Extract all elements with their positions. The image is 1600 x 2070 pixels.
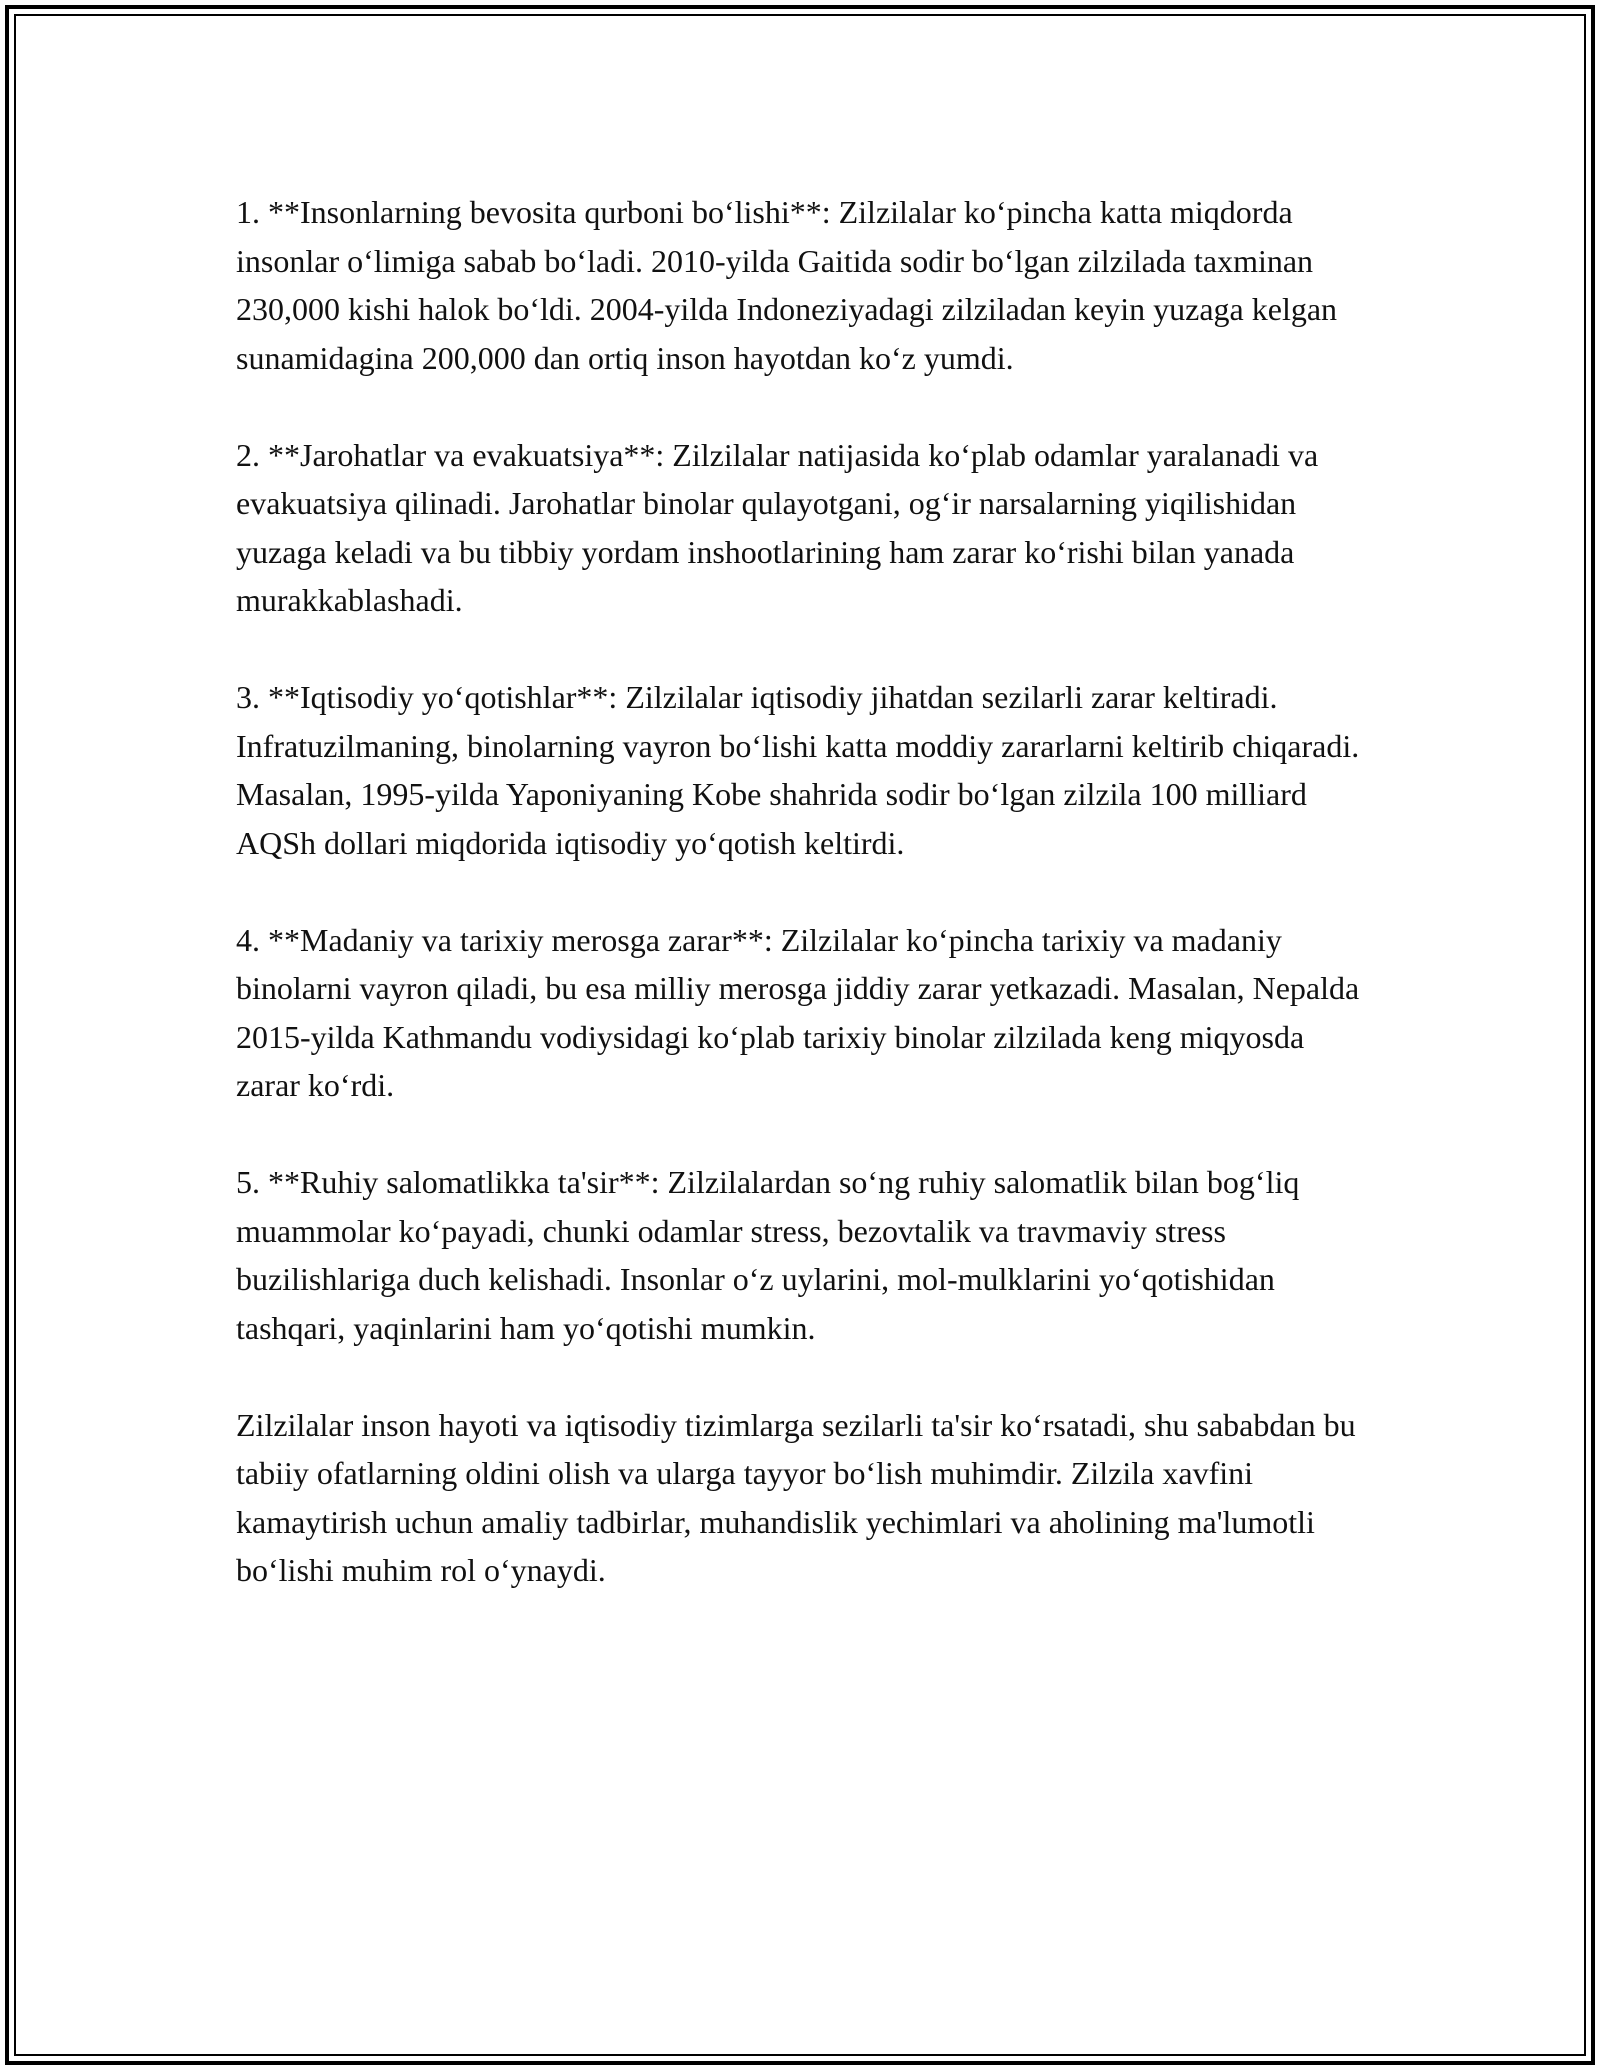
paragraph-injuries-evacuation: 2. **Jarohatlar va evakuatsiya**: Zilzilalar natijasida ko‘plab odamlar yaralanadi va evakuatsiya qilinadi. Jarohatlar binolar qulayotgani, og‘ir narsalarning yiqilishidan yuzaga keladi va bu tibbiy yordam inshootlarining ham zarar ko‘rishi bilan yanada murakkablashadi. (236, 436, 1319, 618)
paragraph-cultural-heritage: 4. **Madaniy va tarixiy merosga zarar**: Zilzilalar ko‘pincha tarixiy va madaniy binolarni vayron qiladi, bu esa milliy merosga jiddiy zarar yetkazadi. Masalan, Nepalda 2015-yilda Kathmandu vodiysidagi ko‘plab tarixiy binolar zilzilada keng miqyosda zarar ko‘rdi. (236, 921, 1360, 1103)
paragraph-mental-health: 5. **Ruhiy salomatlikka ta'sir**: Zilzilalardan so‘ng ruhiy salomatlik bilan bog‘liq muammolar ko‘payadi, chunki odamlar stress, bezovtalik va travmaviy stress buzilishlariga duch kelishadi. Insonlar o‘z uylarini, mol-mulklarini yo‘qotishidan tashqari, yaqinlarini ham yo‘qotishi mumkin. (236, 1164, 1300, 1346)
paragraph-conclusion: Zilzilalar inson hayoti va iqtisodiy tizimlarga sezilarli ta'sir ko‘rsatadi, shu sababdan bu tabiiy ofatlarning oldini olish va ularga tayyor bo‘lish muhimdir. Zilzila xavfini kamaytirish uchun amaliy tadbirlar, muhandislik yechimlari va aholining ma'lumotli bo‘lishi muhim rol o‘ynaydi. (236, 1406, 1356, 1588)
document-body (236, 188, 1366, 1643)
paragraph-human-casualties: 1. **Insonlarning bevosita qurboni bo‘lishi**: Zilzilalar ko‘pincha katta miqdorda insonlar o‘limiga sabab bo‘ladi. 2010-yilda Gaitida sodir bo‘lgan zilzilada taxminan 230,000 kishi halok bo‘ldi. 2004-yilda Indoneziyadagi zilziladan keyin yuzaga kelgan sunamidagina 200,000 dan ortiq inson hayotdan ko‘z yumdi. (236, 194, 1338, 376)
paragraph-economic-losses: 3. **Iqtisodiy yo‘qotishlar**: Zilzilalar iqtisodiy jihatdan sezilarli zarar keltiradi. Infratuzilmaning, binolarning vayron bo‘lishi katta moddiy zararlarni keltirib chiqaradi. Masalan, 1995-yilda Yaponiyaning Kobe shahrida sodir bo‘lgan zilzila 100 milliard AQSh dollari miqdorida iqtisodiy yo‘qotish keltirdi. (236, 679, 1360, 861)
